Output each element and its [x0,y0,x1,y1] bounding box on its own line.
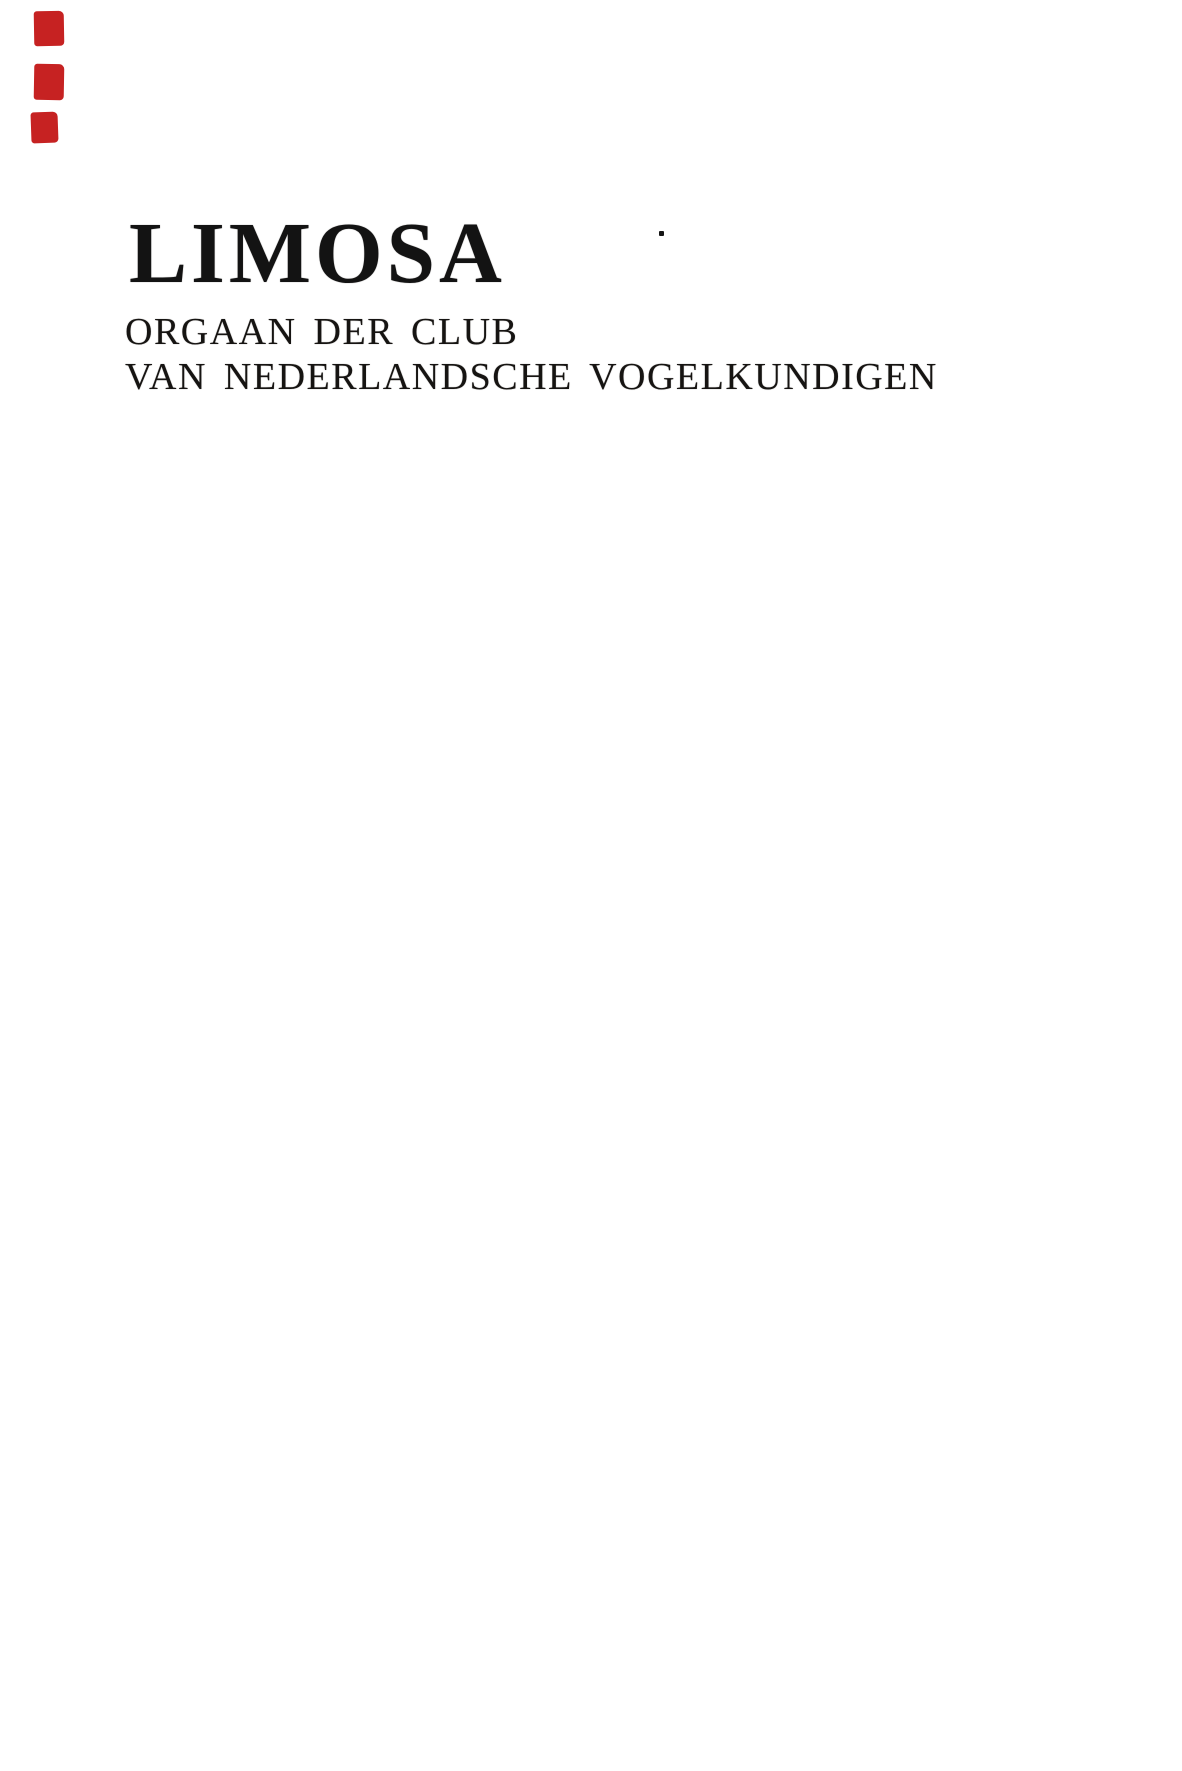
journal-subtitle [125,310,938,400]
red-scan-mark [34,64,65,101]
red-scan-mark [34,11,65,47]
ink-speck [659,231,664,236]
journal-title: LIMOSA [129,204,506,301]
journal-subtitle-line-1: ORGAAN DER CLUB [125,311,519,353]
red-scan-mark [30,112,58,144]
journal-subtitle-line-2: VAN NEDERLANDSCHE VOGELKUNDIGEN [125,356,938,398]
